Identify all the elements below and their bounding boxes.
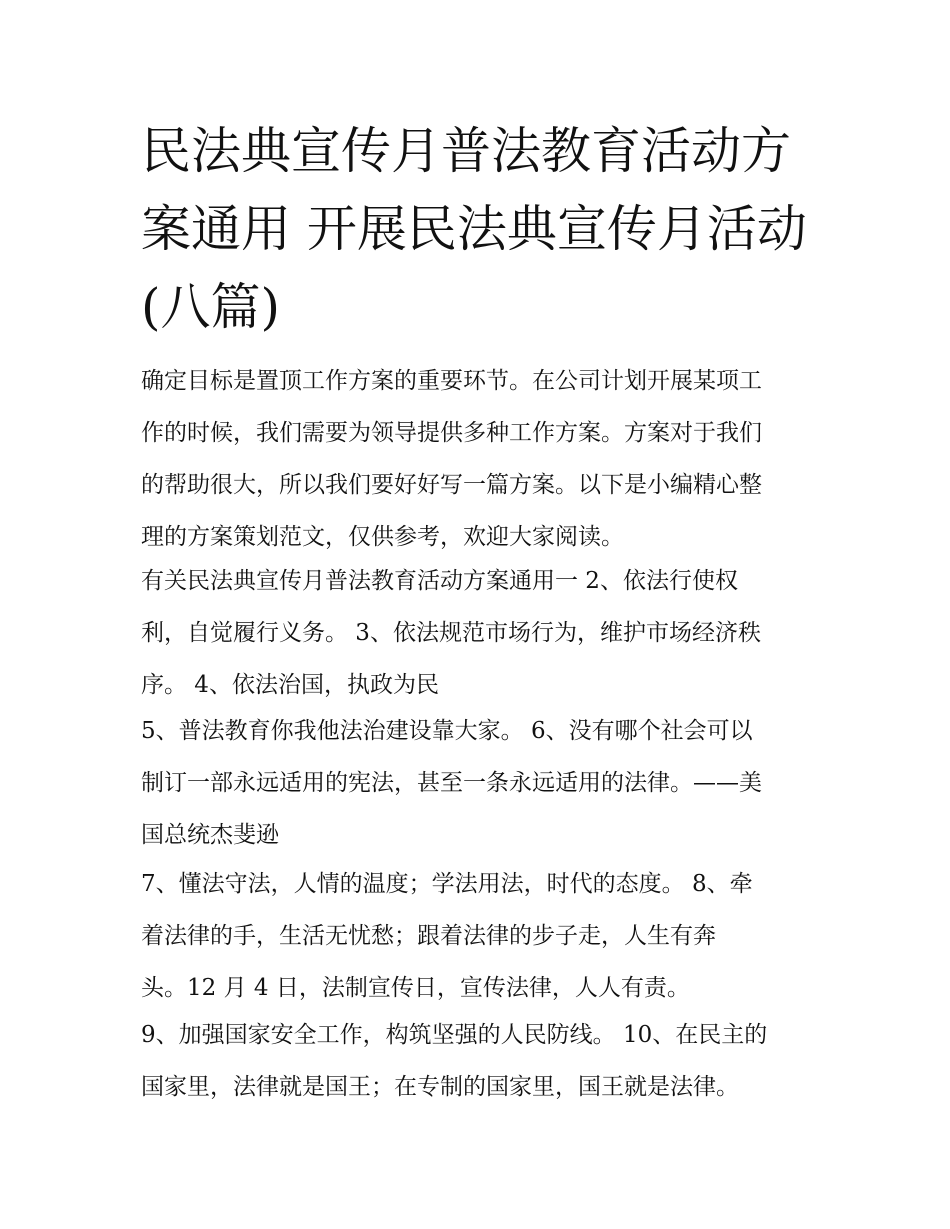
slogan-paragraph-2 <box>141 705 831 861</box>
paragraph-line: 头。12 月 4 日，法制宣传日，宣传法律，人人有责。 <box>141 975 690 1001</box>
paragraph-line: 制订一部永远适用的宪法，甚至一条永远适用的法律。——美 <box>141 770 762 796</box>
paragraph-line: 国家里，法律就是国王；在专制的国家里，国王就是法律。 <box>141 1074 739 1100</box>
paragraph-line: 有关民法典宣传月普法教育活动方案通用一 2、依法行使权 <box>141 568 738 594</box>
paragraph-line: 9、加强国家安全工作，构筑坚强的人民防线。 10、在民主的 <box>141 1022 768 1048</box>
slogan-paragraph-4 <box>141 1009 831 1113</box>
paragraph-line: 5、普法教育你我他法治建设靠大家。 6、没有哪个社会可以 <box>141 718 753 744</box>
title-line: (八篇) <box>141 278 281 336</box>
paragraph-line: 的帮助很大，所以我们要好好写一篇方案。以下是小编精心整 <box>141 472 762 498</box>
paragraph-line: 利，自觉履行义务。 3、依法规范市场行为，维护市场经济秩 <box>141 620 761 646</box>
intro-paragraph <box>141 355 831 563</box>
slogan-paragraph-1 <box>141 555 831 711</box>
paragraph-line: 作的时候，我们需要为领导提供多种工作方案。方案对于我们 <box>141 420 762 446</box>
paragraph-line: 理的方案策划范文，仅供参考，欢迎大家阅读。 <box>141 524 624 550</box>
paragraph-line: 国总统杰斐逊 <box>141 822 279 848</box>
document-title <box>141 112 831 346</box>
paragraph-line: 序。 4、依法治国，执政为民 <box>141 672 439 698</box>
title-line: 民法典宣传月普法教育活动方 <box>141 122 791 180</box>
paragraph-line: 确定目标是置顶工作方案的重要环节。在公司计划开展某项工 <box>141 368 762 394</box>
title-line: 案通用 开展民法典宣传月活动 <box>141 200 807 258</box>
slogan-paragraph-3 <box>141 858 831 1014</box>
paragraph-line: 7、懂法守法，人情的温度；学法用法，时代的态度。 8、牵 <box>141 871 753 897</box>
paragraph-line: 着法律的手，生活无忧愁；跟着法律的步子走，人生有奔 <box>141 923 716 949</box>
